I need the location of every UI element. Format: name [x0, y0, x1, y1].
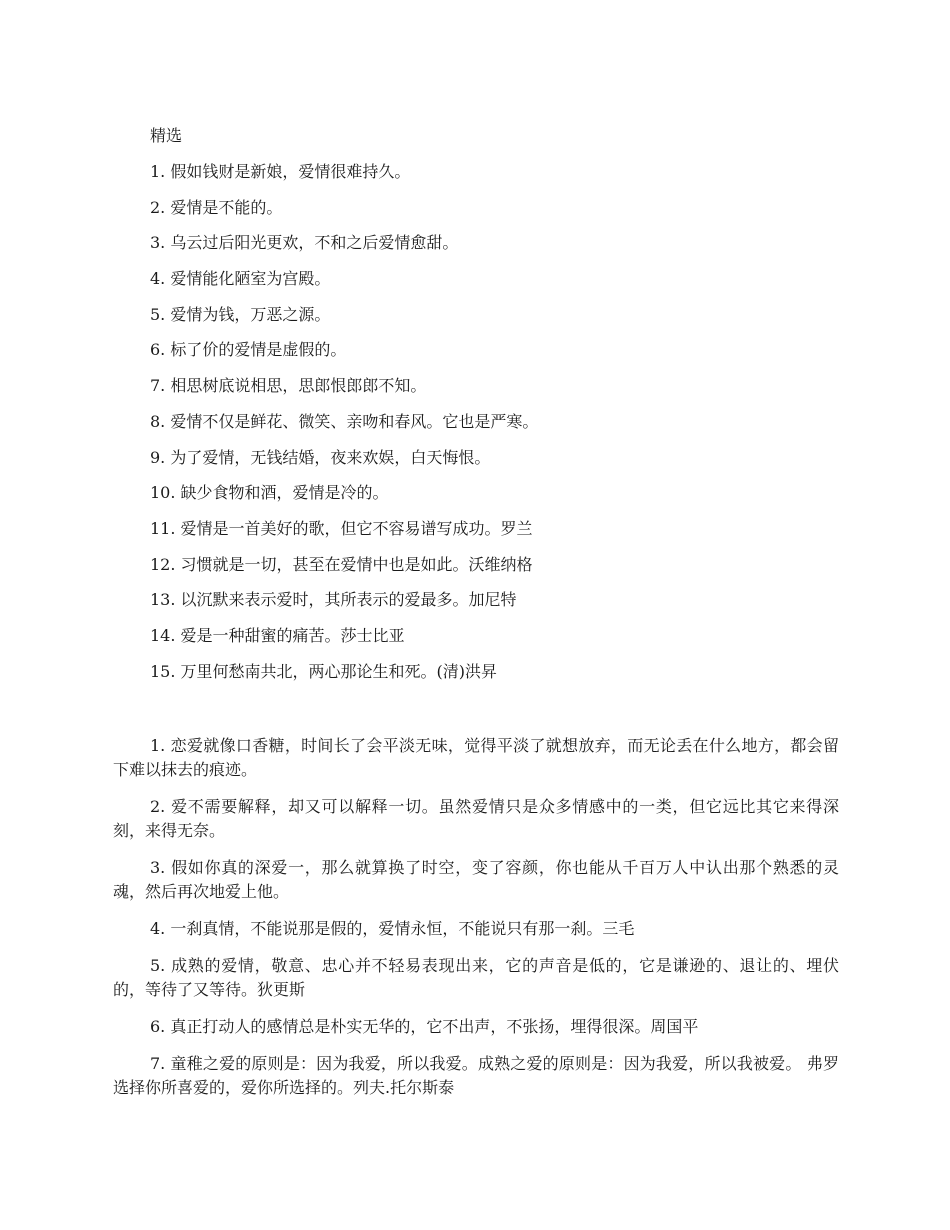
list-item: 10. 缺少食物和酒，爱情是冷的。 — [150, 483, 389, 503]
list-item: 14. 爱是一种甜蜜的痛苦。莎士比亚 — [150, 625, 405, 645]
list-item: 12. 习惯就是一切，甚至在爱情中也是如此。沃维纳格 — [150, 554, 533, 574]
paragraph: 5. 成熟的爱情，敬意、忠心并不轻易表现出来，它的声音是低的，它是谦逊的、退让的、埋伏的，等待了又等待。狄更斯 — [113, 956, 839, 999]
paragraph: 2. 爱不需要解释，却又可以解释一切。虽然爱情只是众多情感中的一类，但它远比其它来得深刻，来得无奈。 — [113, 797, 839, 840]
paragraph: 1. 恋爱就像口香糖，时间长了会平淡无味，觉得平淡了就想放弃，而无论丢在什么地方，都会留下难以抹去的痕迹。 — [113, 736, 839, 779]
list-item: 2. 爱情是不能的。 — [150, 197, 283, 217]
paragraph: 3. 假如你真的深爱一，那么就算换了时空，变了容颜，你也能从千百万人中认出那个熟悉的灵魂，然后再次地爱上他。 — [113, 858, 839, 901]
list-item: 15. 万里何愁南共北，两心那论生和死。(清)洪昇 — [150, 661, 498, 681]
quote-list-short — [150, 160, 538, 695]
paragraph: 6. 真正打动人的感情总是朴实无华的，它不出声，不张扬，埋得很深。周国平 — [150, 1017, 699, 1036]
list-item: 7. 相思树底说相思，思郎恨郎郎不知。 — [150, 376, 427, 396]
list-item: 9. 为了爱情，无钱结婚，夜来欢娱，白天悔恨。 — [150, 447, 491, 467]
quote-list-paragraphs — [113, 734, 839, 1113]
list-item: 11. 爱情是一首美好的歌，但它不容易谱写成功。罗兰 — [150, 518, 533, 538]
list-item: 1. 假如钱财是新娘，爱情很难持久。 — [150, 162, 411, 181]
list-item: 5. 爱情为钱，万恶之源。 — [150, 304, 331, 324]
list-item: 4. 爱情能化陋室为宫殿。 — [150, 269, 331, 289]
list-item: 3. 乌云过后阳光更欢，不和之后爱情愈甜。 — [150, 233, 459, 253]
list-item: 6. 标了价的爱情是虚假的。 — [150, 340, 347, 360]
paragraph: 7. 童稚之爱的原则是：因为我爱，所以我爱。成熟之爱的原则是：因为我爱，所以我被爱。 弗罗 选择你所喜爱的，爱你所选择的。列夫.托尔斯泰 — [113, 1054, 839, 1097]
paragraph: 4. 一刹真情，不能说那是假的，爱情永恒，不能说只有那一刹。三毛 — [150, 919, 635, 938]
section-heading: 精选 — [150, 126, 183, 145]
list-item: 13. 以沉默来表示爱时，其所表示的爱最多。加尼特 — [150, 590, 517, 610]
list-item: 8. 爱情不仅是鲜花、微笑、亲吻和春风。它也是严寒。 — [150, 411, 539, 431]
